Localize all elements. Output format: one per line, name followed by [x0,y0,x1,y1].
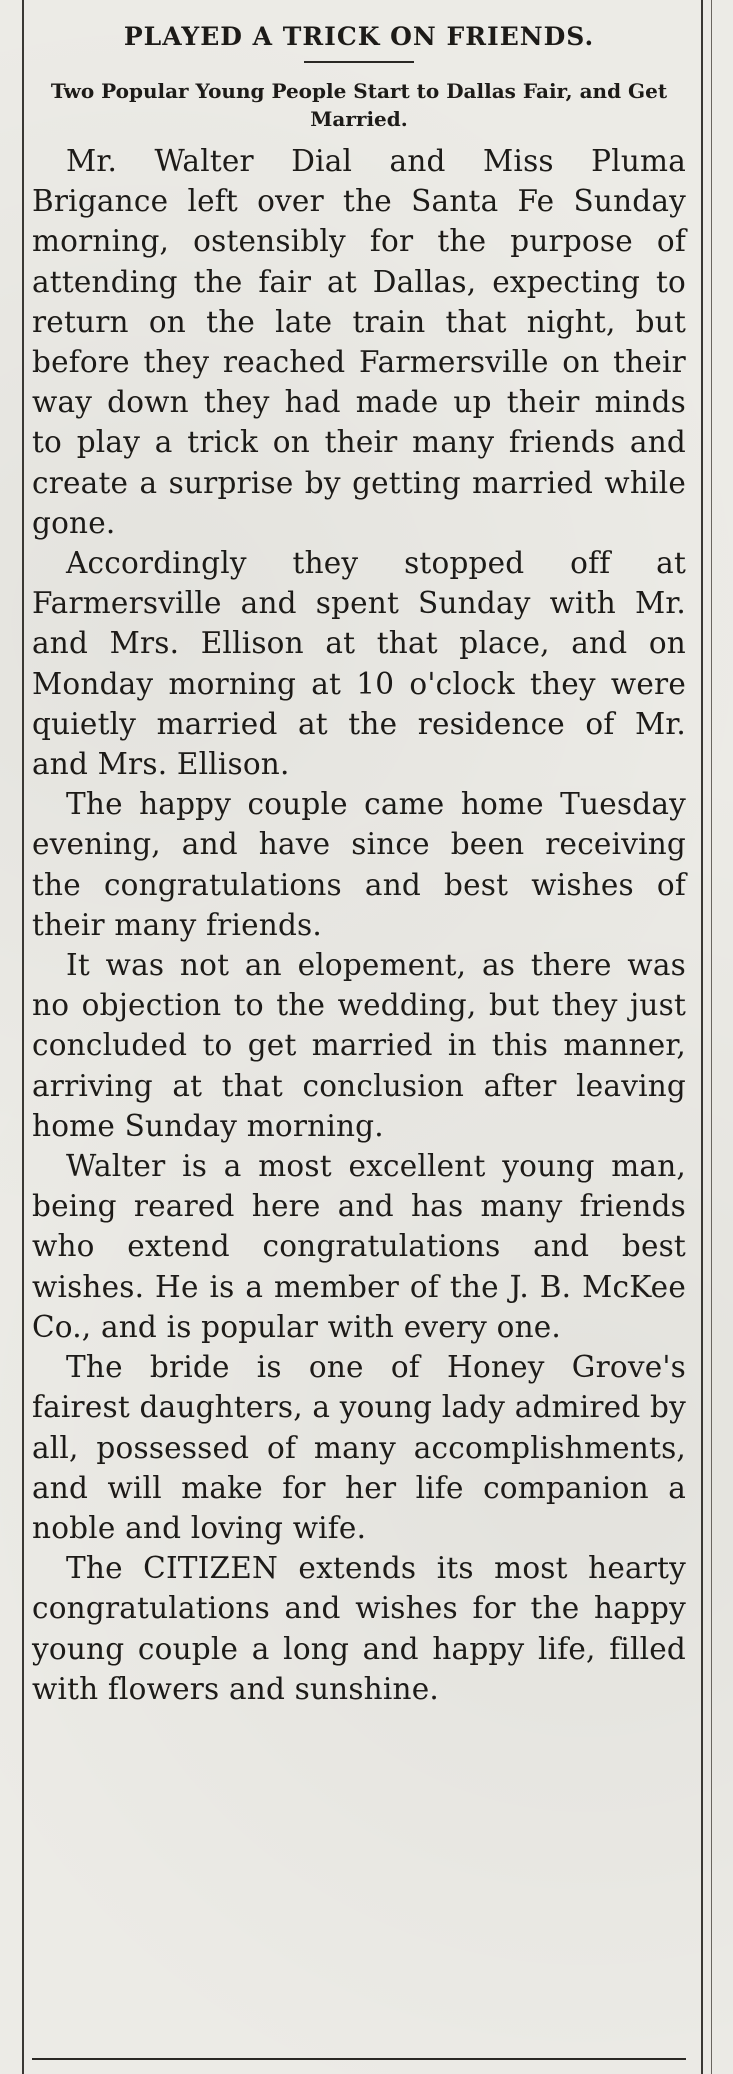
paragraph-1: Mr. Walter Dial and Miss Pluma Brigance left over the Santa Fe Sunday morning, ostensibly for the purpose of attending the fair at Dallas, expecting to return on the late train that night, but before they reached Farmersville on their way down they had made up their minds to play a trick on their many friends and create a surprise by getting married while gone. [32,144,686,540]
paragraph-7: The CITIZEN extends its most hearty congratulations and wishes for the happy young couple a long and happy life, filled with flowers and sunshine. [32,1551,686,1706]
paragraph-4: It was not an elopement, as there was no objection to the wedding, but they just concluded to get married in this manner, arriving at that conclusion after leaving home Sunday morning. [32,948,686,1143]
paragraph-6: The bride is one of Honey Grove's fairest daughters, a young lady admired by all, possessed of many accomplishments, and will make for her life companion a noble and loving wife. [32,1350,686,1545]
left-column-border [0,0,24,2074]
bottom-divider [32,2058,686,2060]
paragraph-2: Accordingly they stopped off at Farmersville and spent Sunday with Mr. and Mrs. Ellison at that place, and on Monday morning at 10 o'clock they were quietly married at the residence of Mr. and Mrs. Ellison. [32,546,686,782]
article-subheadline: Two Popular Young People Start to Dallas Fair, and Get Married. [50,79,668,131]
right-inner-rule [711,0,712,2074]
article-headline: PLAYED A TRICK ON FRIENDS. [123,22,595,51]
right-column-border [701,0,733,2074]
article-body [32,141,686,1709]
paragraph-5: Walter is a most excellent young man, being reared here and has many friends who extend congratulations and best wishes. He is a member of the J. B. McKee Co., and is popular with every one. [32,1149,686,1344]
article-column [32,8,686,1709]
paragraph-3: The happy couple came home Tuesday evening, and have since been receiving the congratulations and best wishes of their many friends. [32,787,686,942]
headline-divider [304,61,414,63]
